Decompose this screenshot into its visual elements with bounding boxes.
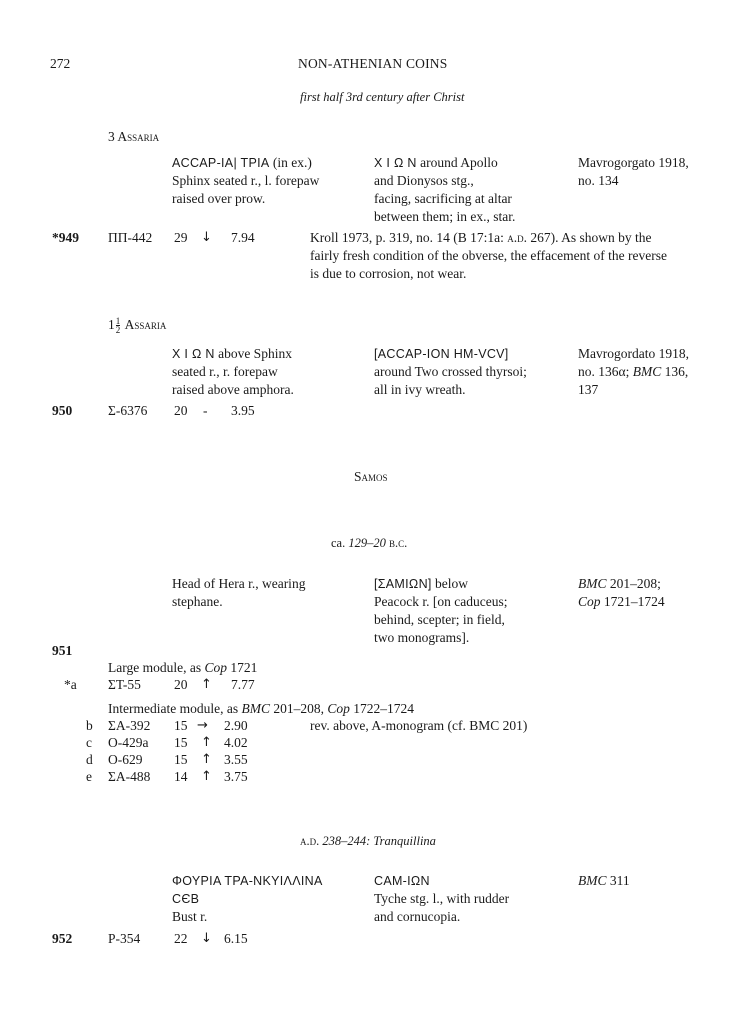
running-title: NON-ATHENIAN COINS — [298, 56, 448, 71]
catalog-number-3: 951 — [52, 643, 73, 658]
variant-diameter: 20 — [174, 677, 188, 692]
period-dates: 129–20 — [348, 536, 386, 550]
intermediate-bmc-nums: 201–208, — [269, 701, 328, 716]
reference-2-line3: 137 — [578, 382, 599, 397]
variant-letter: e — [86, 769, 92, 784]
reference-2-bmc: BMC — [632, 364, 662, 379]
obverse-description-2: seated r., r. forepaw raised above amphora. — [172, 364, 294, 397]
tranquillina-ref-bmc: BMC — [578, 873, 607, 888]
variant-weight: 3.75 — [224, 769, 248, 784]
die-axis-2: - — [203, 403, 208, 418]
catalog-number-4: 952 — [52, 931, 73, 946]
samos-reverse-description: Peacock r. [on caduceus; behind, scepter; in field, two monograms]. — [374, 594, 508, 645]
obverse-legend-note: (in ex.) — [269, 155, 312, 170]
obverse-legend-note-2: above Sphinx — [214, 346, 292, 361]
period-heading: first half 3rd century after Christ — [300, 90, 465, 104]
obverse-block-2 — [172, 345, 294, 399]
tranquillina-era: a.d. — [300, 834, 320, 848]
inventory-number: ΠΠ-442 — [108, 230, 153, 245]
tranquillina-reverse — [374, 872, 509, 926]
intermediate-module-heading — [108, 700, 414, 718]
variant-inventory: ΣΑ-392 — [108, 718, 151, 733]
variant-weight: 3.55 — [224, 752, 248, 767]
inventory-number-2: Σ-6376 — [108, 403, 148, 418]
samos-ref-cop-nums: 1721–1724 — [600, 594, 665, 609]
reverse-legend-note: around Apollo — [416, 155, 498, 170]
samos-period — [331, 534, 407, 552]
tranquillina-obverse — [172, 872, 323, 926]
note-continuation: fairly fresh condition of the obverse, the effacement of the reverse is due to corrosion, not wear. — [310, 248, 667, 281]
mint-heading: Samos — [354, 469, 388, 484]
tranquillina-obverse-legend: ΦΟΥΡΙΑ ΤΡΑ-ΝΚΥΙΛΛΙΝΑ — [172, 874, 323, 888]
samos-reverse-legend-note: below — [431, 576, 469, 591]
catalog-number: *949 — [52, 230, 79, 245]
reference-2-text: no. 136α; — [578, 364, 633, 379]
inventory-number-4: P-354 — [108, 931, 141, 946]
samos-ref-bmc-nums: 201–208; — [606, 576, 661, 591]
variant-inventory: ΣΑ-488 — [108, 769, 151, 784]
obverse-legend: ACCAP-IA| TPIA — [172, 156, 270, 170]
samos-reference — [578, 575, 665, 611]
tranquillina-ref-num: 311 — [606, 873, 630, 888]
variant-weight: 2.90 — [224, 718, 248, 733]
samos-reverse — [374, 575, 507, 647]
tranquillina-obverse-legend-2: CЄB — [172, 892, 200, 906]
samos-ref-bmc: BMC — [578, 576, 607, 591]
intermediate-cop-nums: 1722–1724 — [349, 701, 414, 716]
intermediate-text: Intermediate module, as — [108, 701, 242, 716]
variant-diameter: 15 — [174, 718, 188, 733]
reverse-legend: X I Ω N — [374, 156, 417, 170]
variant-inventory: O-429a — [108, 735, 149, 750]
period-era: b.c. — [385, 536, 408, 550]
variant-inventory: ΣΤ-55 — [108, 677, 141, 692]
denomination-label: Assaria — [124, 317, 167, 332]
variant-weight: 4.02 — [224, 735, 248, 750]
reverse-description-2: around Two crossed thyrsoi; all in ivy wreath. — [374, 364, 527, 397]
reverse-block — [374, 154, 515, 226]
note-era: a.d. — [507, 230, 527, 245]
variant-inventory: O-629 — [108, 752, 143, 767]
large-module-num: 1721 — [227, 660, 258, 675]
diameter: 29 — [174, 230, 188, 245]
variant-note: rev. above, A-monogram (cf. BMC 201) — [310, 718, 528, 733]
diameter-4: 22 — [174, 931, 188, 946]
variant-diameter: 15 — [174, 735, 188, 750]
note-text: Kroll 1973, p. 319, no. 14 (B 17:1a: — [310, 230, 508, 245]
fraction-numerator: 1 — [115, 316, 121, 327]
tranquillina-reference — [578, 872, 630, 890]
large-module-cop: Cop — [204, 660, 227, 675]
reference-2-num: 136, — [661, 364, 689, 379]
reverse-legend-2: [ACCAP-ION HM-VCV] — [374, 347, 509, 361]
diameter-2: 20 — [174, 403, 188, 418]
arrow-up-icon: ↑ — [201, 752, 212, 767]
catalog-number-2: 950 — [52, 403, 73, 418]
denomination-heading: 3 Assaria — [108, 129, 160, 144]
samos-ref-cop: Cop — [578, 594, 601, 609]
reverse-description: and Dionysos stg., facing, sacrificing at altar between them; in ex., star. — [374, 173, 516, 224]
arrow-up-icon: ↑ — [201, 735, 212, 750]
variant-letter: *a — [64, 677, 77, 692]
obverse-description: Sphinx seated r., l. forepaw raised over prow. — [172, 173, 320, 206]
intermediate-bmc: BMC — [241, 701, 270, 716]
tranquillina-obverse-description: Bust r. — [172, 909, 208, 924]
tranquillina-period — [300, 832, 436, 850]
variant-letter: b — [86, 718, 93, 733]
reference-2 — [578, 345, 689, 399]
weight-4: 6.15 — [224, 931, 248, 946]
arrow-down-icon: ↓ — [201, 931, 212, 946]
fraction-half — [116, 317, 121, 334]
variant-diameter: 15 — [174, 752, 188, 767]
reverse-block-2 — [374, 345, 527, 399]
arrow-up-icon: ↑ — [201, 769, 212, 784]
samos-reverse-legend: [ΣΑΜΙΩΝ] — [374, 577, 432, 591]
entry-note — [310, 229, 667, 283]
arrow-right-icon: → — [197, 718, 208, 733]
variant-letter: d — [86, 752, 93, 767]
variant-letter: c — [86, 735, 92, 750]
page-number: 272 — [50, 56, 71, 71]
die-axis-icon: ↓ — [201, 230, 212, 245]
denomination-whole: 1 — [108, 317, 115, 332]
obverse-block — [172, 154, 319, 208]
weight: 7.94 — [231, 230, 255, 245]
reference: Mavrogorgato 1918, no. 134 — [578, 155, 689, 188]
obverse-legend-2: X I Ω N — [172, 347, 215, 361]
fraction-denominator: 2 — [115, 325, 121, 336]
note-text-end: 267). As shown by the — [527, 230, 652, 245]
intermediate-cop: Cop — [327, 701, 350, 716]
large-module-heading — [108, 659, 257, 677]
weight-2: 3.95 — [231, 403, 255, 418]
period-prefix: ca. — [331, 536, 349, 550]
samos-obverse: Head of Hera r., wearing stephane. — [172, 576, 306, 609]
variant-weight: 7.77 — [231, 677, 255, 692]
large-module-text: Large module, as — [108, 660, 205, 675]
reference-2-line1: Mavrogordato 1918, — [578, 346, 689, 361]
variant-diameter: 14 — [174, 769, 188, 784]
tranquillina-period-text: 238–244: Tranquillina — [319, 834, 436, 848]
arrow-up-icon: ↑ — [201, 677, 212, 692]
tranquillina-reverse-legend: CAM-IΩN — [374, 874, 430, 888]
denomination-heading-2 — [108, 316, 166, 334]
tranquillina-reverse-description: Tyche stg. l., with rudder and cornucopia. — [374, 891, 510, 924]
